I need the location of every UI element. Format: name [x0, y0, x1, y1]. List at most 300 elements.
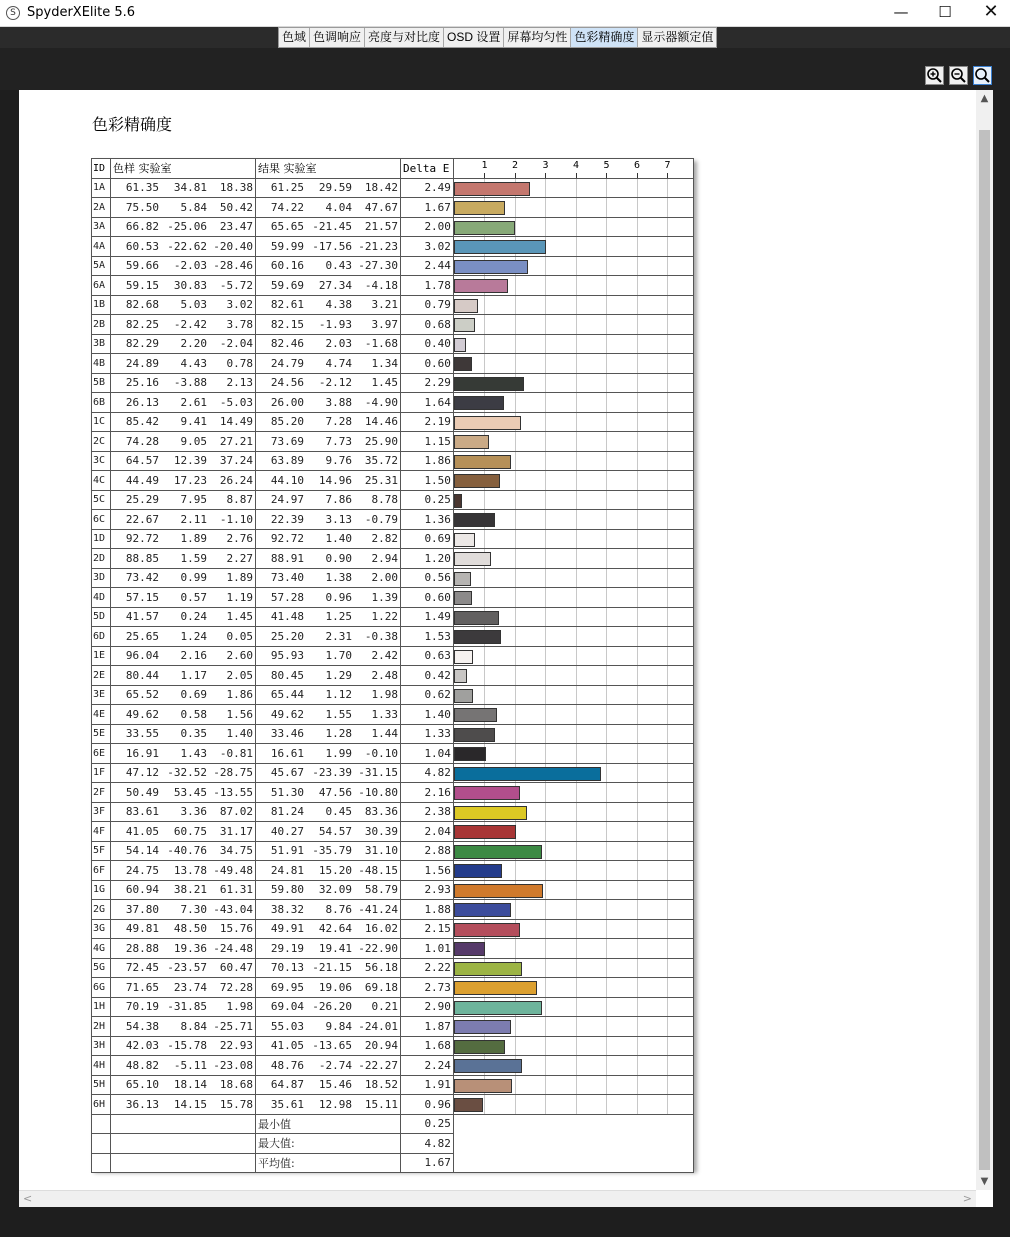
summary-value: 1.67: [400, 1153, 453, 1173]
lab-value: 37.80: [125, 902, 159, 916]
delta-e-bar-cell: [453, 1017, 693, 1037]
gridline: [667, 471, 668, 490]
scale-tick-mark: [545, 173, 546, 178]
lab-value: -23.57: [167, 961, 207, 975]
gridline: [545, 315, 546, 334]
gridline: [606, 998, 607, 1017]
lab-value: 16.02: [364, 922, 398, 936]
result-lab: [255, 412, 400, 432]
delta-e-value: 3.02: [400, 237, 453, 257]
gridline: [515, 432, 516, 451]
gridline: [606, 374, 607, 393]
gridline: [606, 1056, 607, 1075]
gridline: [667, 803, 668, 822]
delta-e-value: 1.68: [400, 1036, 453, 1056]
lab-value: 35.61: [270, 1097, 304, 1111]
gridline: [545, 627, 546, 646]
gridline: [606, 978, 607, 997]
delta-e-bar-cell: [453, 880, 693, 900]
table-header-row: [92, 159, 694, 179]
lab-value: 1.25: [325, 610, 352, 624]
tab-6[interactable]: 显示器额定值: [638, 28, 716, 47]
scroll-left-arrow-icon[interactable]: <: [23, 1192, 33, 1205]
lab-value: 83.61: [125, 805, 159, 819]
gridline: [515, 647, 516, 666]
lab-value: 36.13: [125, 1097, 159, 1111]
gridline: [576, 1017, 577, 1036]
sample-lab: [110, 256, 255, 276]
gridline: [667, 393, 668, 412]
gridline: [667, 783, 668, 802]
lab-value: 30.83: [173, 278, 207, 292]
lab-value: -4.90: [364, 395, 398, 409]
lab-value: 2.31: [325, 629, 352, 643]
table-row: [92, 1017, 694, 1037]
table-row: [92, 861, 694, 881]
gridline: [637, 608, 638, 627]
patch-id: 2G: [92, 900, 111, 920]
table-row: [92, 471, 694, 491]
lab-value: -22.90: [358, 941, 398, 955]
gridline: [637, 666, 638, 685]
tab-5[interactable]: 色彩精确度: [571, 28, 638, 47]
patch-id: 6E: [92, 744, 111, 764]
scale-tick-label: 1: [481, 160, 488, 171]
lab-value: -27.30: [358, 259, 398, 273]
table-row: [92, 685, 694, 705]
gridline: [667, 354, 668, 373]
sample-lab: [110, 861, 255, 881]
lab-value: -25.06: [167, 220, 207, 234]
lab-value: 31.10: [364, 844, 398, 858]
lab-value: -23.08: [213, 1058, 253, 1072]
delta-e-bar: [454, 455, 511, 469]
lab-value: -2.04: [219, 337, 253, 351]
lab-value: 5.03: [180, 298, 207, 312]
patch-id: 4C: [92, 471, 111, 491]
window-title: SpyderXElite 5.6: [27, 5, 136, 20]
delta-e-value: 1.53: [400, 627, 453, 647]
gridline: [545, 666, 546, 685]
lab-value: 2.82: [371, 532, 398, 546]
gridline: [667, 1037, 668, 1056]
lab-value: 4.38: [325, 298, 352, 312]
zoom-out-button[interactable]: [949, 66, 968, 85]
lab-value: 60.16: [270, 259, 304, 273]
delta-e-value: 0.60: [400, 588, 453, 608]
delta-e-bar-cell: [453, 783, 693, 803]
patch-id: 3H: [92, 1036, 111, 1056]
lab-value: 60.75: [173, 824, 207, 838]
lab-value: -17.56: [312, 239, 352, 253]
lab-value: 22.39: [270, 512, 304, 526]
gridline: [545, 744, 546, 763]
patch-id: 3B: [92, 334, 111, 354]
table-row: [92, 744, 694, 764]
gridline: [667, 920, 668, 939]
gridline: [637, 257, 638, 276]
lab-value: 34.81: [173, 181, 207, 195]
delta-e-value: 2.00: [400, 217, 453, 237]
delta-e-value: 2.24: [400, 1056, 453, 1076]
close-button[interactable]: ✕: [983, 1, 999, 22]
lab-value: 82.15: [270, 317, 304, 331]
patch-id: 2E: [92, 666, 111, 686]
gridline: [545, 549, 546, 568]
gridline: [576, 978, 577, 997]
gridline: [576, 510, 577, 529]
lab-value: 9.84: [325, 1019, 352, 1033]
gridline: [576, 335, 577, 354]
delta-e-bar-cell: [453, 822, 693, 842]
gridline: [484, 569, 485, 588]
patch-id: 4B: [92, 354, 111, 374]
gridline: [545, 1056, 546, 1075]
patch-id: 6F: [92, 861, 111, 881]
gridline: [484, 296, 485, 315]
lab-value: 9.05: [180, 434, 207, 448]
table-row: [92, 783, 694, 803]
maximize-button[interactable]: ☐: [938, 3, 952, 21]
gridline: [515, 491, 516, 510]
lab-value: -0.10: [364, 746, 398, 760]
lab-value: 33.55: [125, 727, 159, 741]
gridline: [667, 432, 668, 451]
gridline: [667, 998, 668, 1017]
tab-3[interactable]: OSD 设置: [444, 28, 504, 47]
gridline: [606, 179, 607, 198]
lab-value: -20.40: [213, 239, 253, 253]
gridline: [667, 861, 668, 880]
table-row: [92, 178, 694, 198]
delta-e-bar: [454, 903, 511, 917]
delta-e-value: 0.79: [400, 295, 453, 315]
gridline: [484, 530, 485, 549]
result-lab: [255, 1017, 400, 1037]
vertical-scroll-thumb[interactable]: [979, 130, 990, 1170]
lab-value: 3.88: [325, 395, 352, 409]
lab-value: -28.46: [213, 259, 253, 273]
result-lab: [255, 490, 400, 510]
lab-value: 25.16: [125, 376, 159, 390]
gridline: [576, 939, 577, 958]
gridline: [515, 588, 516, 607]
gridline: [637, 900, 638, 919]
gridline: [606, 413, 607, 432]
lab-value: 1.44: [371, 727, 398, 741]
delta-e-bar: [454, 728, 495, 742]
gridline: [637, 335, 638, 354]
gridline: [515, 276, 516, 295]
lab-value: -10.80: [358, 785, 398, 799]
sample-lab: [110, 549, 255, 569]
result-lab: [255, 432, 400, 452]
delta-e-bar-cell: [453, 451, 693, 471]
gridline: [545, 354, 546, 373]
gridline: [667, 237, 668, 256]
minimize-button[interactable]: —: [893, 3, 909, 21]
lab-value: 3.02: [226, 298, 253, 312]
lab-value: 75.50: [125, 200, 159, 214]
lab-value: 0.21: [371, 1000, 398, 1014]
zoom-fit-button[interactable]: [973, 66, 992, 85]
gridline: [576, 881, 577, 900]
patch-id: 6G: [92, 978, 111, 998]
delta-e-bar: [454, 552, 491, 566]
sample-lab: [110, 1017, 255, 1037]
gridline: [545, 471, 546, 490]
lab-value: 44.49: [125, 473, 159, 487]
gridline: [637, 959, 638, 978]
lab-value: 49.62: [125, 707, 159, 721]
lab-value: -32.52: [167, 766, 207, 780]
lab-value: 2.05: [226, 668, 253, 682]
lab-value: 85.20: [270, 415, 304, 429]
delta-e-value: 1.78: [400, 276, 453, 296]
summary-blank: [110, 1153, 255, 1173]
gridline: [667, 608, 668, 627]
summary-blank: [110, 1114, 255, 1134]
gridline: [667, 452, 668, 471]
lab-value: 47.67: [364, 200, 398, 214]
lab-value: -4.18: [364, 278, 398, 292]
zoom-in-button[interactable]: [925, 66, 944, 85]
gridline: [576, 647, 577, 666]
summary-value: 4.82: [400, 1134, 453, 1154]
delta-e-bar-cell: [453, 217, 693, 237]
delta-e-bar: [454, 299, 478, 313]
lab-value: 82.29: [125, 337, 159, 351]
lab-value: 2.00: [371, 571, 398, 585]
lab-value: 73.69: [270, 434, 304, 448]
gridline: [606, 647, 607, 666]
lab-value: 51.91: [270, 844, 304, 858]
lab-value: 0.45: [325, 805, 352, 819]
sample-lab: [110, 217, 255, 237]
table-row: [92, 919, 694, 939]
delta-e-value: 2.44: [400, 256, 453, 276]
gridline: [545, 413, 546, 432]
gridline: [637, 588, 638, 607]
table-row: [92, 666, 694, 686]
gridline: [545, 822, 546, 841]
lab-value: 7.30: [180, 902, 207, 916]
delta-e-bar-cell: [453, 432, 693, 452]
summary-blank: [92, 1153, 111, 1173]
scale-tick-mark: [576, 173, 577, 178]
patch-id: 5H: [92, 1075, 111, 1095]
lab-value: 1.98: [226, 1000, 253, 1014]
sample-lab: [110, 1095, 255, 1115]
gridline: [637, 354, 638, 373]
gridline: [637, 1056, 638, 1075]
table-row: [92, 510, 694, 530]
lab-value: 3.21: [371, 298, 398, 312]
gridline: [545, 998, 546, 1017]
lab-value: 66.82: [125, 220, 159, 234]
lab-value: 70.19: [125, 1000, 159, 1014]
gridline: [637, 725, 638, 744]
delta-e-value: 1.36: [400, 510, 453, 530]
gridline: [667, 257, 668, 276]
lab-value: 0.96: [325, 590, 352, 604]
gridline: [515, 627, 516, 646]
lab-value: 2.76: [226, 532, 253, 546]
table-row: [92, 646, 694, 666]
sample-lab: [110, 880, 255, 900]
sample-lab: [110, 841, 255, 861]
delta-e-bar-cell: [453, 354, 693, 374]
scroll-right-arrow-icon[interactable]: >: [962, 1192, 972, 1205]
gridline: [576, 998, 577, 1017]
lab-value: 18.38: [219, 181, 253, 195]
lab-value: 58.79: [364, 883, 398, 897]
sample-lab: [110, 451, 255, 471]
delta-e-value: 1.33: [400, 724, 453, 744]
patch-id: 4A: [92, 237, 111, 257]
sample-lab: [110, 958, 255, 978]
gridline: [576, 413, 577, 432]
lab-value: 2.61: [180, 395, 207, 409]
table-row: [92, 1075, 694, 1095]
lab-value: -43.04: [213, 902, 253, 916]
result-lab: [255, 295, 400, 315]
delta-e-bar-cell: [453, 939, 693, 959]
tab-4[interactable]: 屏幕均匀性: [504, 28, 571, 47]
sample-lab: [110, 276, 255, 296]
tab-1[interactable]: 色调响应: [310, 28, 365, 47]
table-row: [92, 978, 694, 998]
lab-value: 69.18: [364, 980, 398, 994]
scale-tick-mark: [667, 173, 668, 178]
gridline: [667, 569, 668, 588]
result-lab: [255, 1036, 400, 1056]
magnifier-icon: [974, 67, 991, 84]
lab-value: 15.46: [318, 1078, 352, 1092]
horizontal-scrollbar[interactable]: [19, 1190, 976, 1207]
lab-value: 0.05: [226, 629, 253, 643]
lab-value: 16.91: [125, 746, 159, 760]
tab-2[interactable]: 亮度与对比度: [365, 28, 444, 47]
gridline: [606, 530, 607, 549]
lab-value: 33.46: [270, 727, 304, 741]
result-lab: [255, 900, 400, 920]
lab-value: 44.10: [270, 473, 304, 487]
gridline: [545, 257, 546, 276]
lab-value: 1.19: [226, 590, 253, 604]
lab-value: 61.31: [219, 883, 253, 897]
lab-value: 1.86: [226, 688, 253, 702]
scroll-up-arrow-icon[interactable]: ▲: [980, 93, 989, 104]
lab-value: 0.99: [180, 571, 207, 585]
result-lab: [255, 237, 400, 257]
table-row: [92, 373, 694, 393]
patch-id: 3F: [92, 802, 111, 822]
vertical-scrollbar[interactable]: [976, 90, 993, 1190]
gridline: [667, 705, 668, 724]
lab-value: 42.03: [125, 1039, 159, 1053]
result-lab: [255, 373, 400, 393]
gridline: [545, 959, 546, 978]
gridline: [515, 608, 516, 627]
gridline: [515, 1017, 516, 1036]
lab-value: 15.76: [219, 922, 253, 936]
lab-value: -2.03: [173, 259, 207, 273]
gridline: [515, 218, 516, 237]
gridline: [515, 939, 516, 958]
lab-value: -1.68: [364, 337, 398, 351]
sample-lab: [110, 529, 255, 549]
delta-e-value: 1.20: [400, 549, 453, 569]
gridline: [606, 705, 607, 724]
gridline: [637, 627, 638, 646]
title-bar: [0, 0, 1010, 27]
gridline: [637, 218, 638, 237]
delta-e-bar: [454, 260, 528, 274]
lab-value: -48.15: [358, 863, 398, 877]
table-row: [92, 763, 694, 783]
lab-value: 32.09: [318, 883, 352, 897]
gridline: [545, 647, 546, 666]
scale-tick-label: 5: [603, 160, 610, 171]
delta-e-value: 0.60: [400, 354, 453, 374]
lab-value: 40.27: [270, 824, 304, 838]
lab-value: 9.76: [325, 454, 352, 468]
delta-e-bar: [454, 806, 527, 820]
scroll-down-arrow-icon[interactable]: ▼: [980, 1176, 989, 1187]
delta-e-bar: [454, 669, 467, 683]
gridline: [637, 549, 638, 568]
gridline: [576, 1056, 577, 1075]
sample-lab: [110, 588, 255, 608]
delta-e-bar-cell: [453, 568, 693, 588]
lab-value: 24.79: [270, 356, 304, 370]
result-lab: [255, 354, 400, 374]
sample-lab: [110, 666, 255, 686]
gridline: [637, 432, 638, 451]
patch-id: 3C: [92, 451, 111, 471]
lab-value: 87.02: [219, 805, 253, 819]
table-row: [92, 1056, 694, 1076]
scale-tick-mark: [515, 173, 516, 178]
lab-value: 63.89: [270, 454, 304, 468]
gridline: [606, 588, 607, 607]
result-lab: [255, 627, 400, 647]
lab-value: 49.81: [125, 922, 159, 936]
table-row: [92, 1095, 694, 1115]
lab-value: 59.15: [125, 278, 159, 292]
gridline: [545, 939, 546, 958]
patch-id: 2H: [92, 1017, 111, 1037]
gridline: [545, 374, 546, 393]
lab-value: 56.18: [364, 961, 398, 975]
result-lab: [255, 549, 400, 569]
lab-value: 27.21: [219, 434, 253, 448]
gridline: [576, 686, 577, 705]
lab-value: 1.45: [371, 376, 398, 390]
lab-value: -2.74: [318, 1058, 352, 1072]
result-lab: [255, 958, 400, 978]
tab-0[interactable]: 色域: [279, 28, 310, 47]
gridline: [606, 491, 607, 510]
delta-e-bar: [454, 318, 475, 332]
lab-value: 18.42: [364, 181, 398, 195]
gridline: [637, 1037, 638, 1056]
lab-value: 69.95: [270, 980, 304, 994]
result-lab: [255, 451, 400, 471]
lab-value: -24.48: [213, 941, 253, 955]
gridline: [637, 647, 638, 666]
